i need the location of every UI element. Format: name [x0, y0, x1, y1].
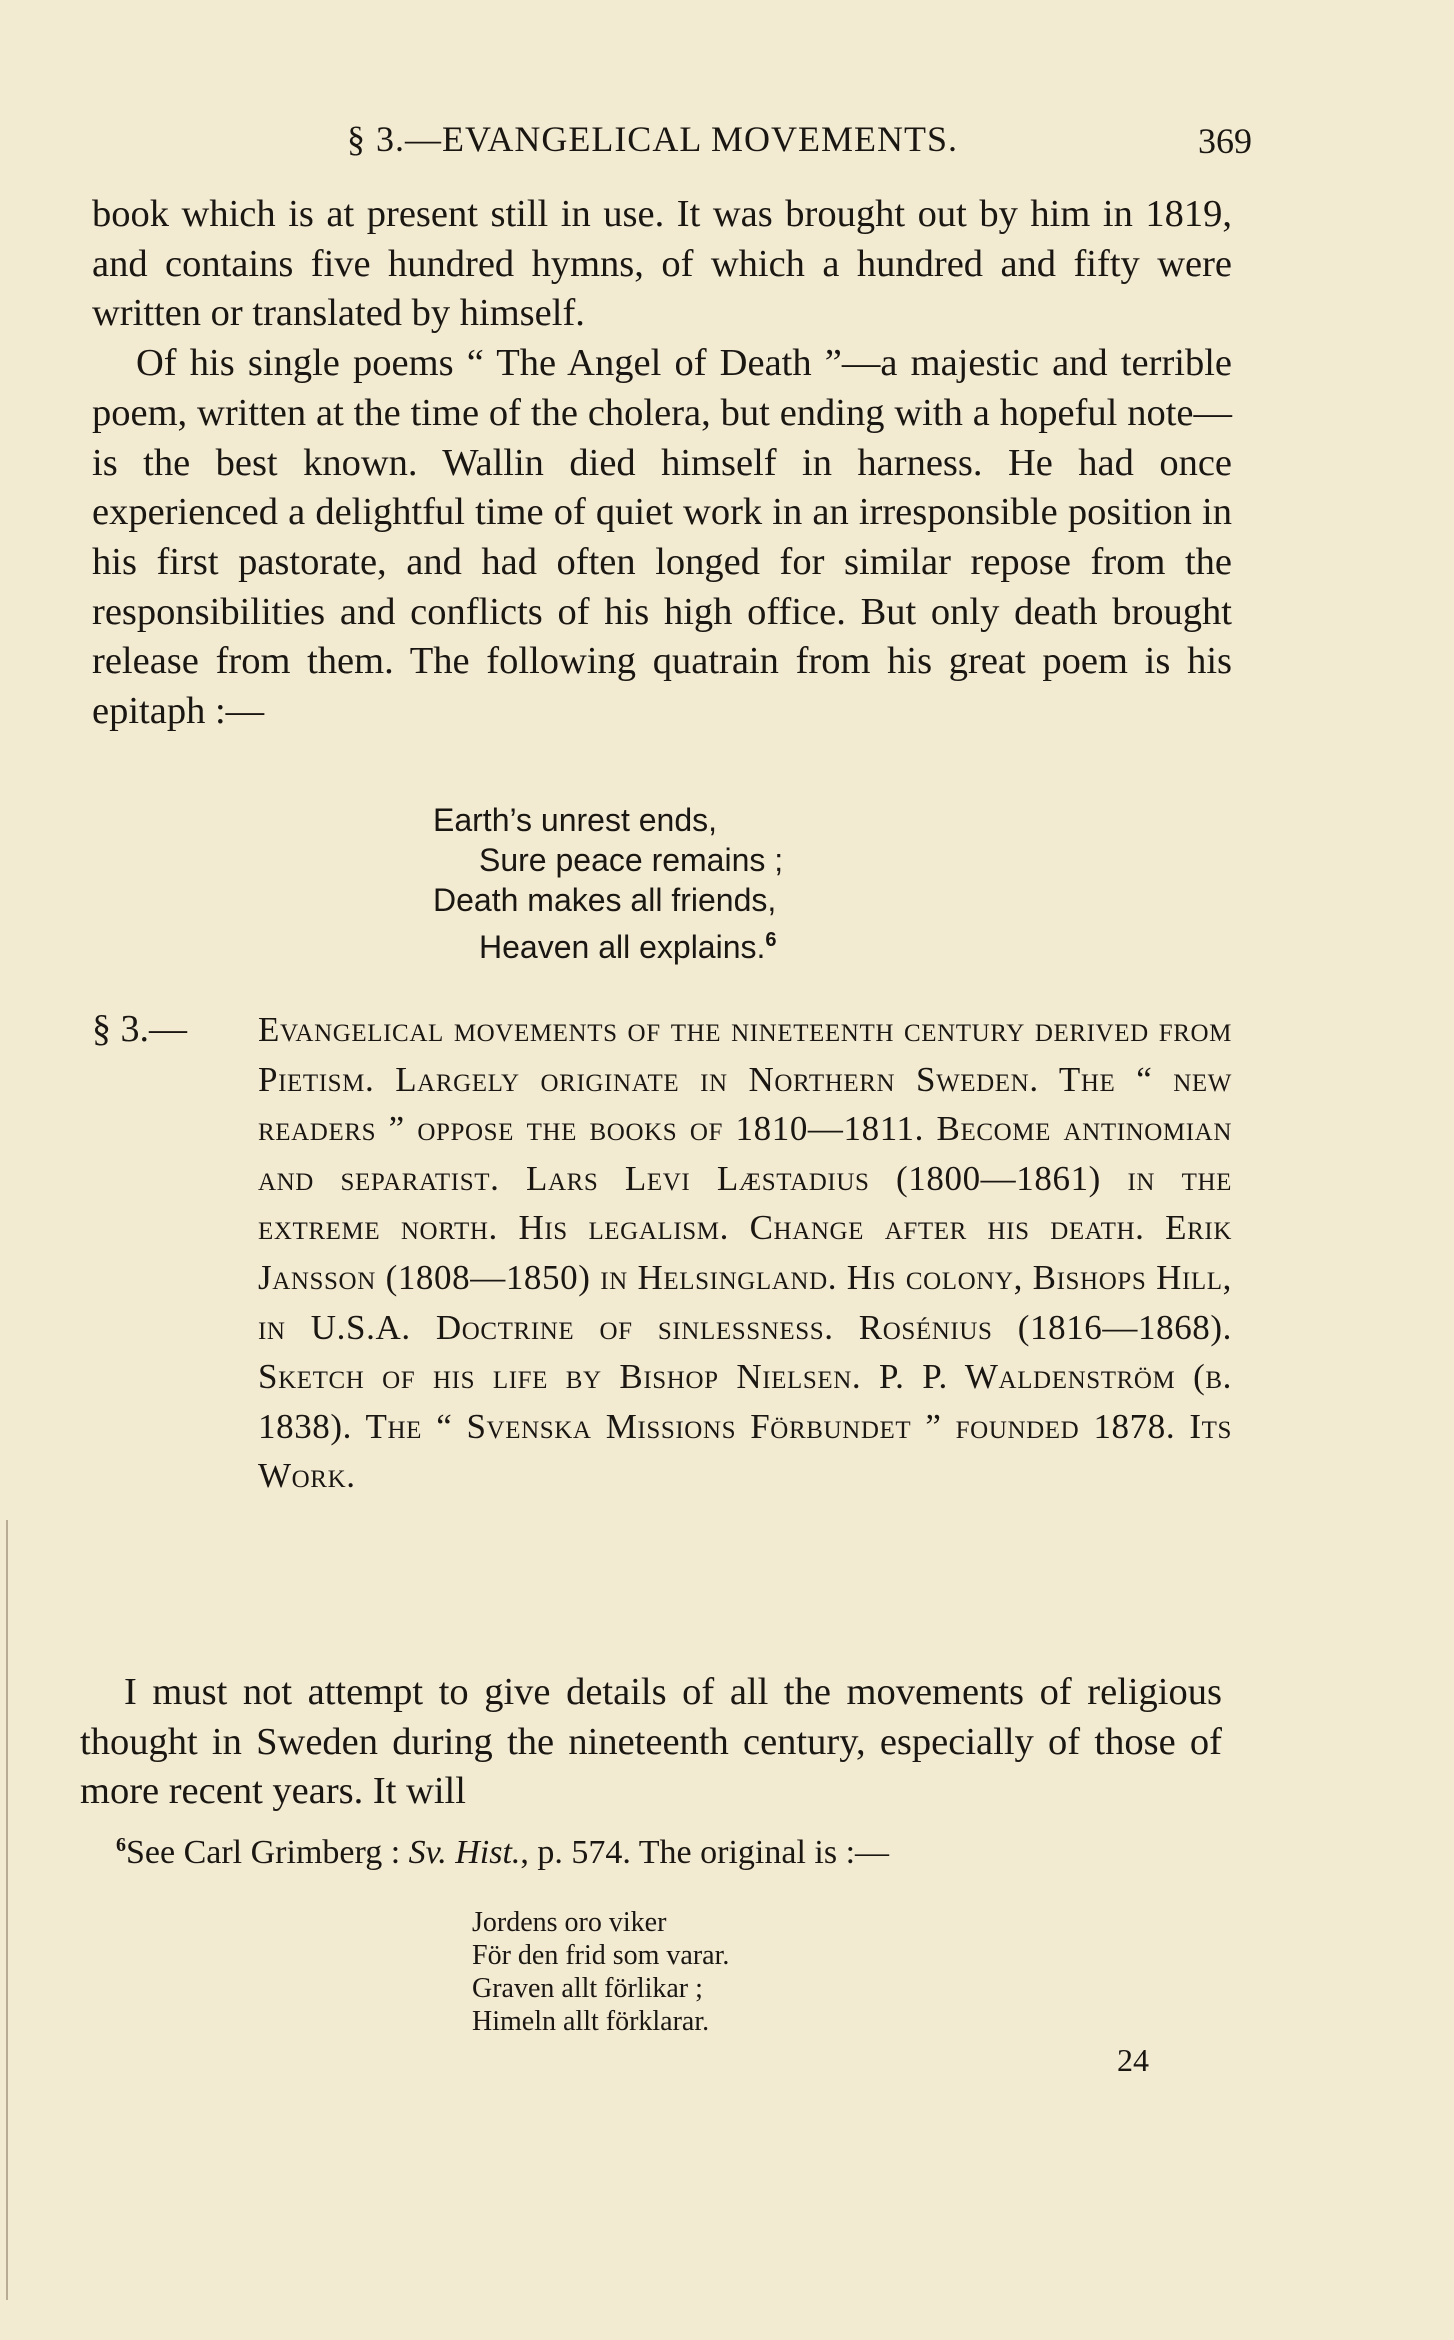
verse-line-4 [433, 920, 783, 967]
verse-line-3: Death makes all friends, [433, 882, 777, 918]
running-title: § 3.—EVANGELICAL MOVEMENTS. [347, 119, 958, 159]
footnote-italic-title: Sv. Hist. [408, 1834, 521, 1871]
page-edge-shadow [6, 1520, 8, 2300]
footnote-verse-line-2: För den frid som varar. [472, 1940, 730, 1971]
epitaph-verse [433, 800, 783, 967]
printer-signature-mark: 24 [1117, 2042, 1149, 2078]
section-mark: § 3.— [92, 1008, 187, 1050]
main-text [92, 190, 1232, 737]
paragraph-2: Of his single poems “ The Angel of Death ”—a majestic and terrible poem, written at the time of the cholera, but ending with a hopeful note—is the best known. Wallin died himself in harness. He had once experienced a delightful time of quiet work in an irresponsible position in his first pastorate, and had often longed for similar repose from the responsibilities and conflicts of his high office. But only death brought release from them. The following quatrain from his great poem is his epitaph :— [92, 342, 1232, 733]
footnote-verse-line-1: Jordens oro viker [472, 1907, 667, 1938]
verse-line-2: Sure peace remains ; [479, 842, 784, 878]
verse-line-4-text: Heaven all explains. [479, 929, 766, 965]
page-number: 369 [1198, 121, 1252, 161]
footnote [116, 1834, 889, 1872]
section-summary [92, 1005, 1232, 1501]
footnote-reference: 6 [765, 929, 777, 951]
section-summary-text: Evangelical movements of the nineteenth century derived from Pietism. Largely originate in Northern Sweden. The “ new readers ” oppose the books of 1810—1811. Become antinomian and separatist. Lars Levi Læstadius (1800—1861) in the extreme north. His legalism. Change after his death. Erik Jansson (1808—1850) in Helsingland. His colony, Bishops Hill, in U.S.A. Doctrine of sinlessness. Rosénius (1816—1868). Sketch of his life by Bishop Nielsen. P. P. Waldenström (b. 1838). The “ Svenska Missions Förbundet ” founded 1878. Its Work. [258, 1010, 1232, 1496]
paragraph-3: I must not attempt to give details of all the movements of religious thought in Sweden during the nineteenth century, especially of those of more recent years. It will [80, 1671, 1222, 1813]
footnote-verse [472, 1906, 729, 2038]
footnote-number: 6 [116, 1834, 126, 1856]
verse-line-1: Earth’s unrest ends, [433, 802, 718, 838]
running-head [92, 118, 1252, 168]
paragraph-1: book which is at present still in use. It was brought out by him in 1819, and contains five hundred hymns, of which a hundred and fifty were written or translated by himself. [92, 193, 1232, 335]
main-text-continued [80, 1668, 1222, 1817]
footnote-text-before: See Carl Grimberg : [126, 1834, 409, 1871]
footnote-verse-line-4: Himeln allt förklarar. [472, 2006, 710, 2037]
footnote-verse-line-3: Graven allt förlikar ; [472, 1973, 703, 2004]
footnote-text-after: , p. 574. The original is :— [520, 1834, 890, 1871]
